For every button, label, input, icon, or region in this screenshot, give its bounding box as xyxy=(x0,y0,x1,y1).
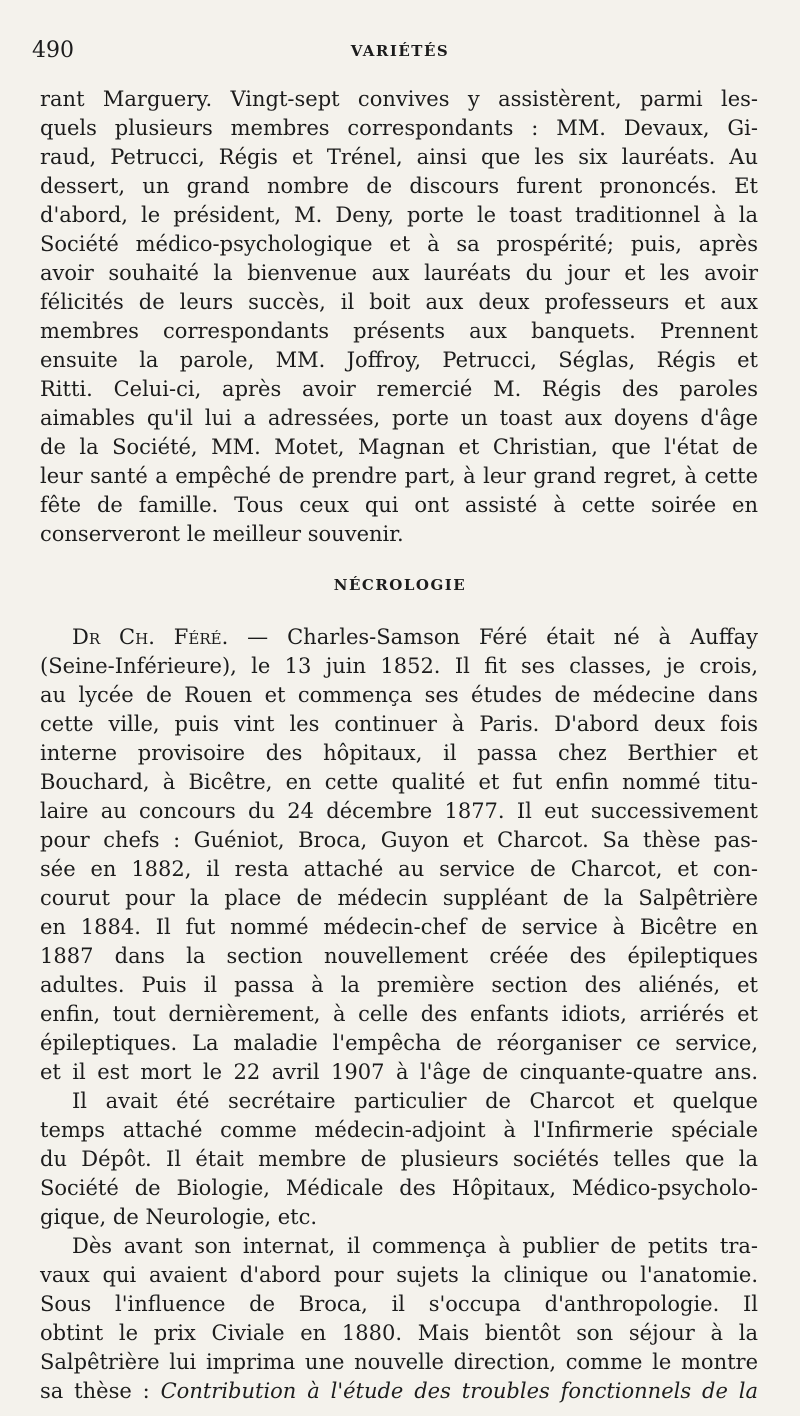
text-line: épileptiques. La maladie l'empêcha de réorganiser ce service, xyxy=(40,1031,758,1055)
text-line: 1887 dans la section nouvellement créée des épileptiques xyxy=(40,944,758,968)
text-line: aimables qu'il lui a adressées, porte un toast aux doyens d'âge xyxy=(40,406,758,430)
text-line: quels plusieurs membres correspondants : MM. Devaux, Gi- xyxy=(40,116,758,140)
text-line: en 1884. Il fut nommé médecin-chef de service à Bicêtre en xyxy=(40,915,758,939)
text-line: Il avait été secrétaire particulier de Charcot et quelque xyxy=(72,1089,758,1113)
text-line: au lycée de Rouen et commença ses études de médecine dans xyxy=(40,683,758,707)
page-header xyxy=(32,38,768,68)
text-line: adultes. Puis il passa à la première section des aliénés, et xyxy=(40,973,758,997)
text-line: pour chefs : Guéniot, Broca, Guyon et Charcot. Sa thèse pas- xyxy=(40,828,758,852)
text-line: conserveront le meilleur souvenir. xyxy=(40,522,404,546)
text-line: de la Société, MM. Motet, Magnan et Christian, que l'état de xyxy=(40,435,758,459)
text-line: avoir souhaité la bienvenue aux lauréats du jour et les avoir xyxy=(40,261,758,285)
thesis-title: Contribution à l'étude des troubles fonctionnels de la xyxy=(160,1379,758,1403)
text-line: obtint le prix Civiale en 1880. Mais bientôt son séjour à la xyxy=(40,1321,758,1345)
text-line: raud, Petrucci, Régis et Trénel, ainsi que les six lauréats. Au xyxy=(40,145,758,169)
text-line-last xyxy=(40,1376,758,1406)
text-line: gique, de Neurologie, etc. xyxy=(40,1205,318,1229)
text-line: ensuite la parole, MM. Joffroy, Petrucci, Séglas, Régis et xyxy=(40,348,758,372)
running-head: VARIÉTÉS xyxy=(350,42,450,60)
text-line: temps attaché comme médecin-adjoint à l'Infirmerie spéciale xyxy=(40,1118,758,1142)
text-line: d'abord, le président, M. Deny, porte le toast traditionnel à la xyxy=(40,203,758,227)
text-line: interne provisoire des hôpitaux, il passa chez Berthier et xyxy=(40,741,758,765)
text-line: fête de famille. Tous ceux qui ont assisté à cette soirée en xyxy=(40,493,758,517)
text-line: leur santé a empêché de prendre part, à leur grand regret, à cette xyxy=(40,464,758,488)
text-line: du Dépôt. Il était membre de plusieurs sociétés telles que la xyxy=(40,1147,758,1171)
text-line: Bouchard, à Bicêtre, en cette qualité et fut enfin nommé titu- xyxy=(40,770,758,794)
text-line: courut pour la place de médecin suppléant de la Salpêtrière xyxy=(40,886,758,910)
text-line: cette ville, puis vint les continuer à Paris. D'abord deux fois xyxy=(40,712,758,736)
text-line: vaux qui avaient d'abord pour sujets la clinique ou l'anatomie. xyxy=(40,1263,758,1287)
text-fragment: sa thèse : xyxy=(40,1379,161,1403)
section-title: NÉCROLOGIE xyxy=(333,576,467,594)
text-line: Société de Biologie, Médicale des Hôpitaux, Médico-psycholo- xyxy=(40,1176,758,1200)
obituary-first-line xyxy=(72,622,758,652)
text-line: et il est mort le 22 avril 1907 à l'âge de cinquante-quatre ans. xyxy=(40,1060,758,1084)
obituary-first-line-text: — Charles-Samson Féré était né à Auffay xyxy=(228,625,758,649)
text-line: Société médico-psychologique et à sa prospérité; puis, après xyxy=(40,232,758,256)
text-line: membres correspondants présents aux banquets. Prennent xyxy=(40,319,758,343)
text-line: sée en 1882, il resta attaché au service de Charcot, et con- xyxy=(40,857,758,881)
text-line: enfin, tout dernièrement, à celle des enfants idiots, arriérés et xyxy=(40,1002,758,1026)
text-line: dessert, un grand nombre de discours furent prononcés. Et xyxy=(40,174,758,198)
text-line: Dès avant son internat, il commença à publier de petits tra- xyxy=(72,1234,758,1258)
obituary-name: Dr Ch. Féré. xyxy=(72,625,229,649)
text-line: Ritti. Celui-ci, après avoir remercié M. Régis des paroles xyxy=(40,377,758,401)
text-line: rant Marguery. Vingt-sept convives y assistèrent, parmi les- xyxy=(40,87,758,111)
text-line: (Seine-Inférieure), le 13 juin 1852. Il fit ses classes, je crois, xyxy=(40,654,758,678)
page-number: 490 xyxy=(32,38,74,63)
text-line: félicités de leurs succès, il boit aux deux professeurs et aux xyxy=(40,290,758,314)
text-line: Sous l'influence de Broca, il s'occupa d'anthropologie. Il xyxy=(40,1292,758,1316)
text-line: Salpêtrière lui imprima une nouvelle direction, comme le montre xyxy=(40,1350,758,1374)
text-line: laire au concours du 24 décembre 1877. Il eut successivement xyxy=(40,799,758,823)
